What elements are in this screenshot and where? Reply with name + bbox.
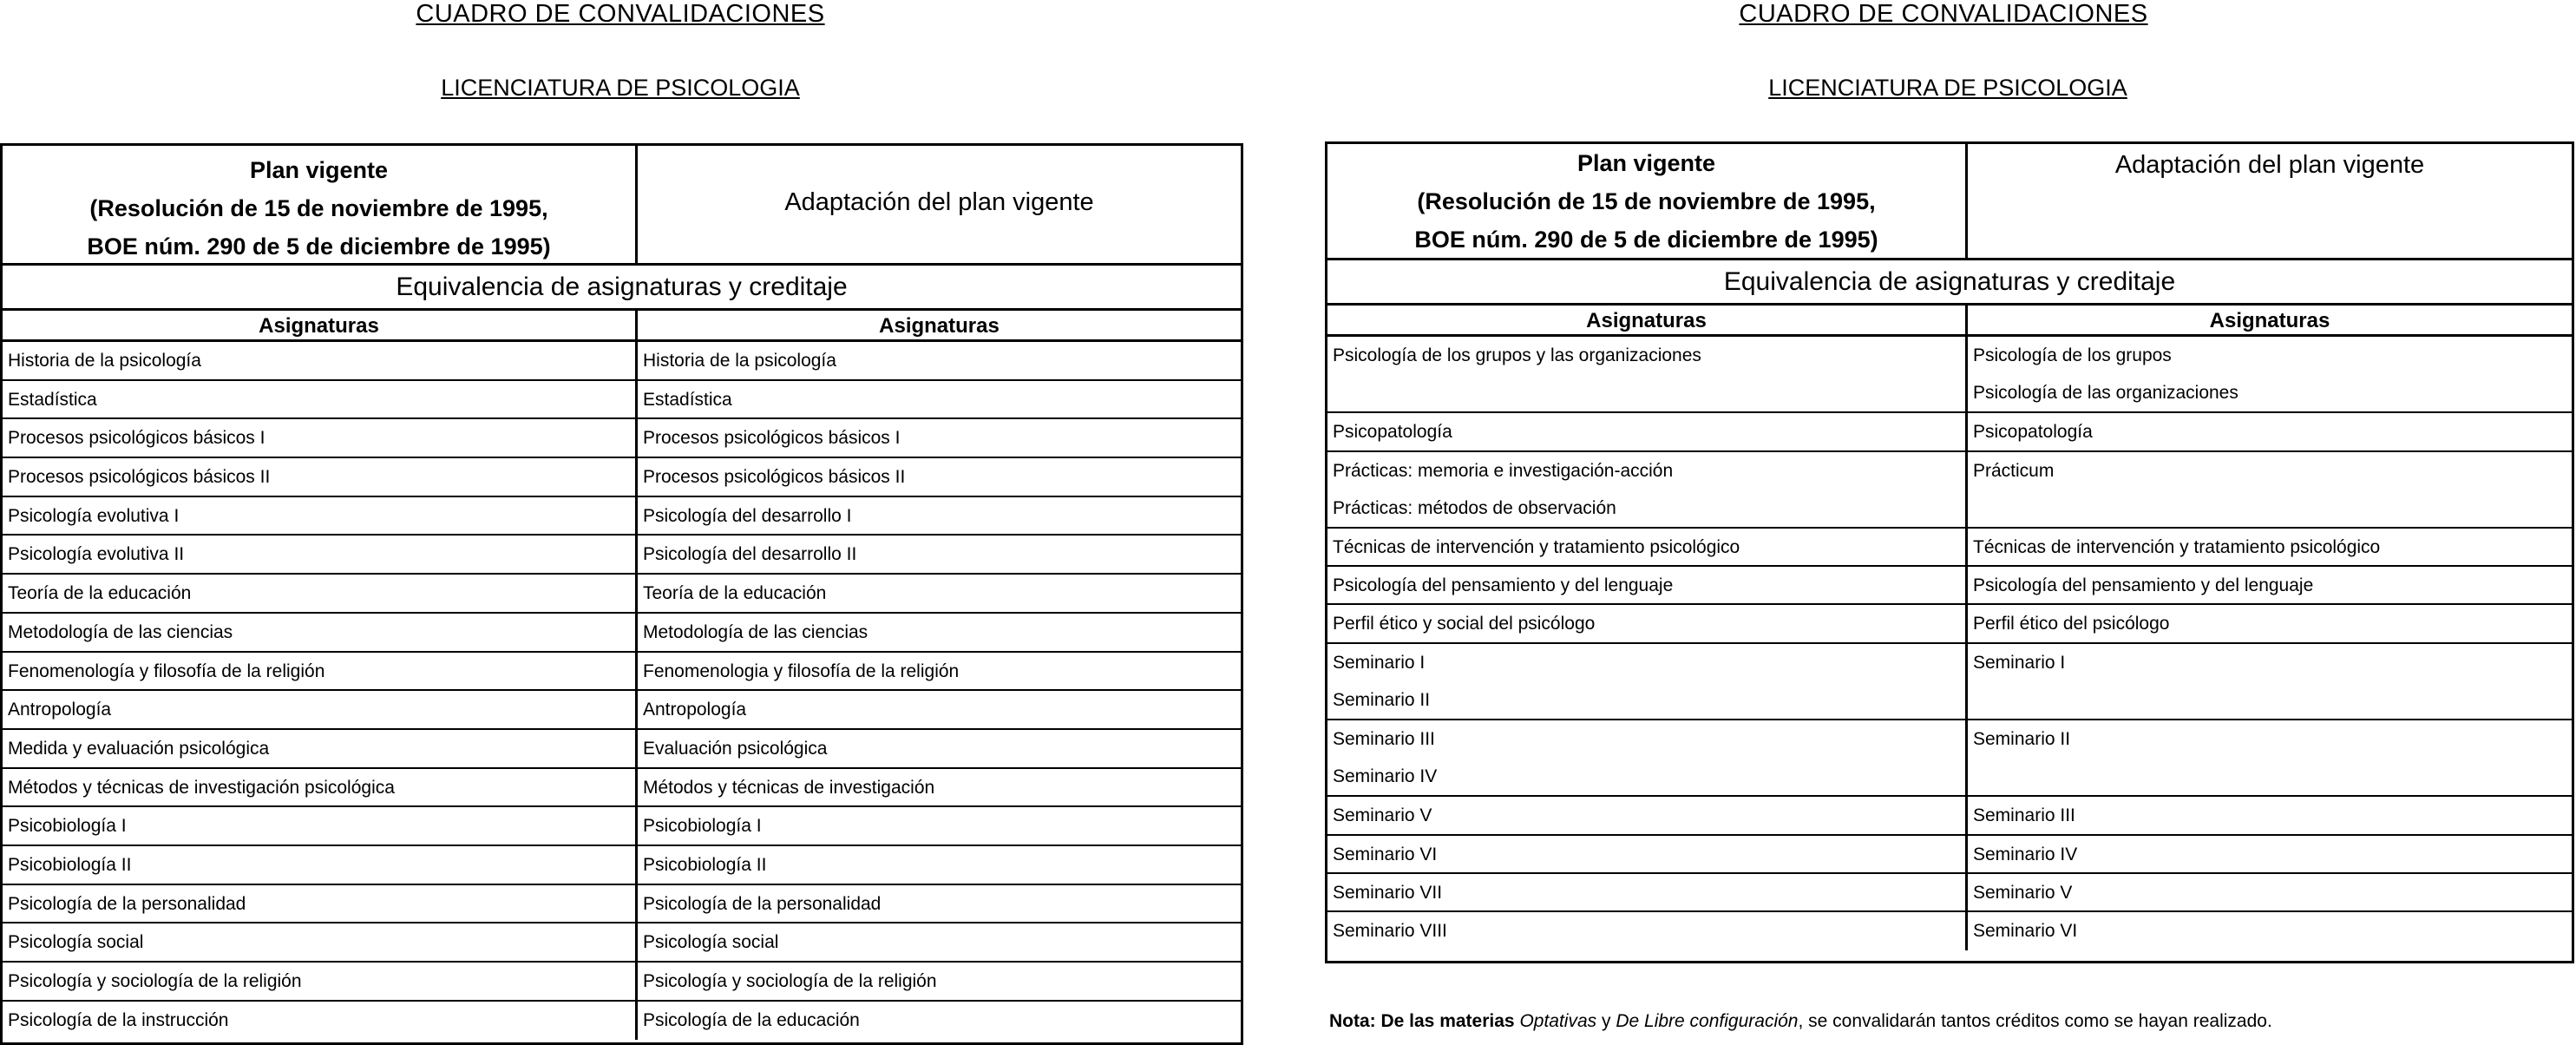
table-row bbox=[3, 1002, 1241, 1041]
right-subject-cell bbox=[1968, 797, 2572, 833]
right-subject-cell bbox=[638, 730, 1241, 767]
note-y: y bbox=[1602, 1011, 1611, 1031]
left-subject-cell bbox=[1327, 836, 1968, 872]
right-subject-cell bbox=[638, 846, 1241, 884]
right-subject-cell bbox=[1968, 836, 2572, 872]
subject-name: Psicopatología bbox=[1973, 422, 2093, 443]
left-subject-cell bbox=[3, 342, 638, 379]
subject-name: Procesos psicológicos básicos I bbox=[643, 428, 901, 449]
subject-name: Seminario V bbox=[1333, 805, 1432, 826]
right-subject-cell bbox=[638, 807, 1241, 845]
subject-name: Seminario III bbox=[1333, 728, 1435, 749]
table-row bbox=[1327, 452, 2572, 529]
left-subject-cell bbox=[3, 691, 638, 728]
subject-name: Antropología bbox=[643, 700, 747, 720]
right-table-header bbox=[1327, 144, 2572, 260]
subject-name: Seminario II bbox=[1333, 689, 1431, 710]
left-subject-cell bbox=[1327, 567, 1968, 603]
plan-line: Plan vigente bbox=[1576, 150, 1716, 176]
left-subject-cell bbox=[1327, 452, 1968, 527]
subject-name: Técnicas de intervención y tratamiento psicológico bbox=[1333, 536, 1740, 557]
subject-name: Estadística bbox=[643, 389, 732, 410]
subject-name: Psicopatología bbox=[1333, 422, 1452, 443]
table-row bbox=[3, 730, 1241, 769]
note-libre: De Libre configuración bbox=[1616, 1011, 1799, 1031]
table-row bbox=[3, 653, 1241, 692]
table-row bbox=[3, 419, 1241, 458]
table-row bbox=[1327, 337, 2572, 413]
column-header: Asignaturas bbox=[879, 314, 1000, 338]
subject-name: Procesos psicológicos básicos II bbox=[8, 467, 271, 488]
left-equivalence-title: Equivalencia de asignaturas y creditaje bbox=[3, 266, 1241, 311]
right-subject-cell bbox=[638, 536, 1241, 573]
subject-name: Estadística bbox=[8, 389, 97, 410]
subject-name: Psicología de los grupos bbox=[1973, 345, 2172, 365]
subject-name: Prácticas: memoria e investigación-acción bbox=[1333, 460, 1674, 481]
left-adaptation-header: Adaptación del plan vigente bbox=[784, 188, 1094, 216]
subject-name: Seminario I bbox=[1973, 652, 2066, 673]
right-subject-cell bbox=[1968, 452, 2572, 527]
subject-name: Psicología de la educación bbox=[643, 1009, 860, 1030]
subject-name: Psicobiología II bbox=[643, 854, 767, 875]
subject-name: Psicología de los grupos y las organizaciones bbox=[1333, 345, 1701, 365]
subject-name: Seminario IV bbox=[1973, 844, 2078, 864]
right-subject-cell bbox=[638, 1002, 1241, 1041]
left-subject-cell bbox=[3, 381, 638, 418]
subject-name: Fenomenologia y filosofía de la religión bbox=[643, 661, 960, 681]
subject-name: Psicología social bbox=[643, 932, 779, 953]
subject-name: Psicología de la instrucción bbox=[8, 1009, 229, 1030]
right-subject-cell bbox=[1968, 720, 2572, 795]
left-subject-cell bbox=[1327, 720, 1968, 795]
left-subject-cell bbox=[3, 963, 638, 1000]
plan-line: (Resolución de 15 de noviembre de 1995, bbox=[1417, 188, 1876, 214]
table-row bbox=[1327, 529, 2572, 567]
plan-line: (Resolución de 15 de noviembre de 1995, bbox=[89, 195, 548, 221]
left-subject-cell bbox=[1327, 529, 1968, 565]
right-subject-cell bbox=[638, 381, 1241, 418]
column-header: Asignaturas bbox=[1327, 306, 1968, 334]
subject-name: Seminario I bbox=[1333, 652, 1426, 673]
subject-name: Psicología evolutiva II bbox=[8, 544, 185, 565]
left-subject-cell bbox=[3, 497, 638, 535]
table-row bbox=[3, 614, 1241, 653]
right-subject-cell bbox=[1968, 874, 2572, 910]
table-row bbox=[3, 497, 1241, 536]
subject-name: Metodología de las ciencias bbox=[643, 621, 868, 642]
left-subject-cell bbox=[3, 807, 638, 845]
plan-line: Plan vigente bbox=[249, 157, 389, 183]
subject-name: Seminario III bbox=[1973, 805, 2075, 826]
right-subject-cell bbox=[638, 497, 1241, 535]
left-page-subtitle: LICENCIATURA DE PSICOLOGIA bbox=[441, 75, 800, 101]
right-subject-cell bbox=[638, 923, 1241, 961]
right-page-subtitle: LICENCIATURA DE PSICOLOGIA bbox=[1768, 75, 2127, 101]
subject-name: Seminario IV bbox=[1333, 766, 1438, 787]
left-subject-cell bbox=[3, 1002, 638, 1041]
table-row bbox=[1327, 912, 2572, 950]
right-subject-cell bbox=[638, 653, 1241, 690]
subject-name: Psicología evolutiva I bbox=[8, 505, 180, 526]
right-adaptation-header: Adaptación del plan vigente bbox=[2114, 151, 2425, 179]
left-subject-cell bbox=[3, 575, 638, 612]
subject-name: Seminario V bbox=[1973, 882, 2073, 903]
subject-name: Metodología de las ciencias bbox=[8, 621, 233, 642]
table-row bbox=[1327, 567, 2572, 605]
subject-name: Psicobiología II bbox=[8, 854, 132, 875]
right-equivalence-title: Equivalencia de asignaturas y creditaje bbox=[1327, 260, 2572, 306]
left-subject-cell bbox=[3, 614, 638, 651]
table-row bbox=[3, 691, 1241, 730]
left-subject-cell bbox=[1327, 912, 1968, 950]
plan-line: BOE núm. 290 de 5 de diciembre de 1995) bbox=[87, 233, 551, 260]
subject-name: Seminario VI bbox=[1973, 920, 2078, 941]
left-subject-cell bbox=[3, 923, 638, 961]
subject-name: Seminario II bbox=[1973, 728, 2071, 749]
table-row bbox=[1327, 413, 2572, 451]
left-table-body bbox=[3, 342, 1241, 1040]
subject-name: Antropología bbox=[8, 700, 112, 720]
subject-name: Psicología del pensamiento y del lenguaje bbox=[1973, 575, 2314, 596]
right-subject-cell bbox=[638, 419, 1241, 457]
subject-name: Procesos psicológicos básicos II bbox=[643, 467, 906, 488]
right-subject-cell bbox=[1968, 567, 2572, 603]
right-subject-cell bbox=[638, 342, 1241, 379]
table-row bbox=[3, 342, 1241, 381]
subject-name: Psicobiología I bbox=[643, 816, 762, 837]
table-row bbox=[3, 458, 1241, 497]
subject-name: Técnicas de intervención y tratamiento psicológico bbox=[1973, 536, 2381, 557]
left-subject-cell bbox=[3, 885, 638, 923]
column-header: Asignaturas bbox=[2209, 309, 2330, 332]
table-row bbox=[1327, 874, 2572, 912]
subject-name: Psicología de la personalidad bbox=[8, 893, 246, 914]
table-row bbox=[1327, 836, 2572, 874]
left-subject-cell bbox=[3, 653, 638, 690]
subject-name: Historia de la psicología bbox=[8, 351, 201, 371]
right-column-headers bbox=[1327, 306, 2572, 337]
table-row bbox=[3, 807, 1241, 846]
right-subject-cell bbox=[638, 885, 1241, 923]
right-subject-cell bbox=[638, 458, 1241, 496]
table-row bbox=[3, 885, 1241, 924]
subject-name: Fenomenología y filosofía de la religión bbox=[8, 661, 325, 681]
right-subject-cell bbox=[638, 769, 1241, 806]
left-equivalence-table bbox=[0, 143, 1243, 1045]
plan-line: BOE núm. 290 de 5 de diciembre de 1995) bbox=[1414, 227, 1878, 253]
table-row bbox=[1327, 605, 2572, 643]
right-subject-cell bbox=[638, 963, 1241, 1000]
footnote bbox=[1329, 1011, 2272, 1032]
left-subject-cell bbox=[1327, 337, 1968, 411]
right-subject-cell bbox=[1968, 529, 2572, 565]
subject-name: Seminario VII bbox=[1333, 882, 1443, 903]
subject-name: Perfil ético y social del psicólogo bbox=[1333, 614, 1596, 634]
left-subject-cell bbox=[3, 536, 638, 573]
right-subject-cell bbox=[638, 575, 1241, 612]
right-subject-cell bbox=[1968, 605, 2572, 641]
right-equivalence-table bbox=[1325, 141, 2574, 963]
subject-name: Procesos psicológicos básicos I bbox=[8, 428, 265, 449]
left-subject-cell bbox=[3, 846, 638, 884]
left-subject-cell bbox=[1327, 605, 1968, 641]
left-plan-vigente-header bbox=[3, 146, 638, 263]
subject-name: Prácticas: métodos de observación bbox=[1333, 497, 1616, 518]
left-page-title: CUADRO DE CONVALIDACIONES bbox=[416, 0, 825, 28]
subject-name: Psicobiología I bbox=[8, 816, 127, 837]
subject-name: Prácticum bbox=[1973, 460, 2055, 481]
table-row bbox=[3, 575, 1241, 614]
table-row bbox=[1327, 720, 2572, 797]
right-subject-cell bbox=[1968, 644, 2572, 719]
subject-name: Perfil ético del psicólogo bbox=[1973, 614, 2170, 634]
table-row bbox=[3, 769, 1241, 808]
table-row bbox=[3, 536, 1241, 575]
subject-name: Métodos y técnicas de investigación bbox=[643, 777, 935, 798]
right-plan-vigente-header bbox=[1327, 144, 1968, 258]
right-subject-cell bbox=[638, 691, 1241, 728]
left-subject-cell bbox=[3, 730, 638, 767]
table-row bbox=[1327, 644, 2572, 720]
column-header: Asignaturas bbox=[3, 311, 638, 339]
subject-name: Psicología del desarrollo I bbox=[643, 505, 852, 526]
left-table-header bbox=[3, 146, 1241, 266]
subject-name: Teoría de la educación bbox=[643, 583, 827, 604]
subject-name: Seminario VIII bbox=[1333, 920, 1447, 941]
right-subject-cell bbox=[1968, 912, 2572, 950]
left-subject-cell bbox=[3, 769, 638, 806]
left-subject-cell bbox=[1327, 644, 1968, 719]
table-row bbox=[3, 846, 1241, 885]
subject-name: Psicología y sociología de la religión bbox=[8, 971, 302, 991]
subject-name: Psicología del desarrollo II bbox=[643, 544, 857, 565]
subject-name: Historia de la psicología bbox=[643, 351, 836, 371]
table-row bbox=[1327, 797, 2572, 835]
right-subject-cell bbox=[1968, 337, 2572, 411]
table-row bbox=[3, 381, 1241, 420]
right-table-body bbox=[1327, 337, 2572, 950]
right-subject-cell bbox=[1968, 413, 2572, 450]
subject-name: Psicología y sociología de la religión bbox=[643, 971, 937, 991]
subject-name: Seminario VI bbox=[1333, 844, 1438, 864]
note-prefix: Nota: De las materias bbox=[1329, 1011, 1515, 1031]
left-column-headers bbox=[3, 311, 1241, 342]
subject-name: Evaluación psicológica bbox=[643, 738, 828, 759]
subject-name: Medida y evaluación psicológica bbox=[8, 738, 270, 759]
right-subject-cell bbox=[638, 614, 1241, 651]
subject-name: Teoría de la educación bbox=[8, 583, 192, 604]
left-subject-cell bbox=[1327, 797, 1968, 833]
subject-name: Psicología de la personalidad bbox=[643, 893, 882, 914]
left-subject-cell bbox=[1327, 413, 1968, 450]
subject-name: Psicología del pensamiento y del lenguaje bbox=[1333, 575, 1674, 596]
subject-name: Métodos y técnicas de investigación psicológica bbox=[8, 777, 395, 798]
table-row bbox=[3, 923, 1241, 963]
note-optativas: Optativas bbox=[1519, 1011, 1597, 1031]
left-subject-cell bbox=[3, 458, 638, 496]
subject-name: Psicología de las organizaciones bbox=[1973, 383, 2238, 404]
right-page-title: CUADRO DE CONVALIDACIONES bbox=[1739, 0, 2148, 28]
note-suffix: , se convalidarán tantos créditos como se hayan realizado. bbox=[1798, 1011, 2272, 1031]
table-row bbox=[3, 963, 1241, 1002]
left-subject-cell bbox=[3, 419, 638, 457]
subject-name: Psicología social bbox=[8, 932, 144, 953]
left-subject-cell bbox=[1327, 874, 1968, 910]
